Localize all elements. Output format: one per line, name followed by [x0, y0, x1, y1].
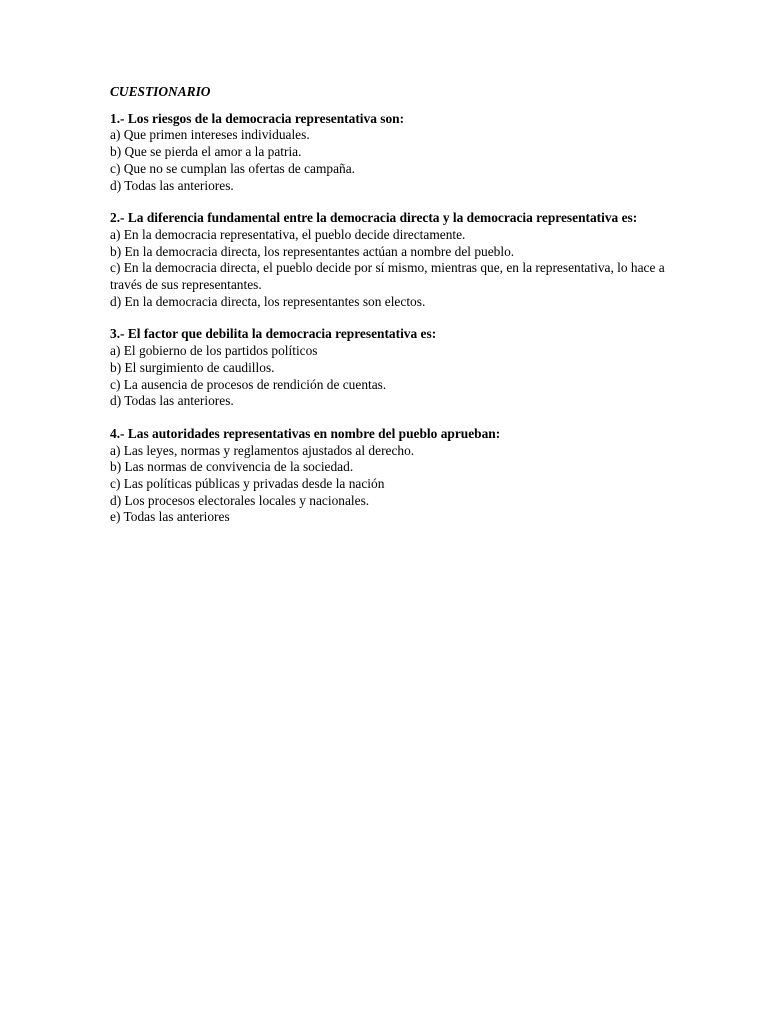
answer-option: c) Que no se cumplan las ofertas de campaña. — [110, 160, 356, 176]
document-page — [110, 84, 670, 542]
question-stem: 3.- El factor que debilita la democracia representativa es: — [110, 326, 437, 342]
question-3 — [110, 326, 670, 410]
answer-option: a) Las leyes, normas y reglamentos ajustados al derecho. — [110, 442, 415, 458]
answer-option: b) Las normas de convivencia de la sociedad. — [110, 459, 354, 475]
answer-option: d) Todas las anteriores. — [110, 177, 234, 193]
question-stem: 2.- La diferencia fundamental entre la democracia directa y la democracia representativa es: — [110, 210, 638, 226]
question-1 — [110, 111, 670, 195]
answer-option: a) En la democracia representativa, el pueblo decide directamente. — [110, 226, 466, 242]
question-2 — [110, 210, 670, 310]
answer-option: c) En la democracia directa, el pueblo decide por sí mismo, mientras que, en la representativa, lo hace a través de sus representantes. — [110, 260, 665, 293]
answer-option: b) El surgimiento de caudillos. — [110, 359, 275, 375]
answer-option: d) Los procesos electorales locales y nacionales. — [110, 492, 370, 508]
answer-option: d) En la democracia directa, los representantes son electos. — [110, 293, 426, 309]
answer-option: c) Las políticas públicas y privadas desde la nación — [110, 476, 385, 492]
question-stem: 4.- Las autoridades representativas en nombre del pueblo aprueban: — [110, 425, 501, 441]
answer-option: a) El gobierno de los partidos políticos — [110, 343, 318, 359]
answer-option: e) Todas las anteriores — [110, 509, 230, 525]
answer-option: b) Que se pierda el amor a la patria. — [110, 144, 302, 160]
question-4 — [110, 426, 670, 526]
document-title: CUESTIONARIO — [110, 84, 211, 99]
answer-option: a) Que primen intereses individuales. — [110, 127, 310, 143]
question-stem: 1.- Los riesgos de la democracia representativa son: — [110, 110, 405, 126]
answer-option: d) Todas las anteriores. — [110, 393, 234, 409]
answer-option: b) En la democracia directa, los representantes actúan a nombre del pueblo. — [110, 243, 515, 259]
answer-option: c) La ausencia de procesos de rendición de cuentas. — [110, 376, 387, 392]
